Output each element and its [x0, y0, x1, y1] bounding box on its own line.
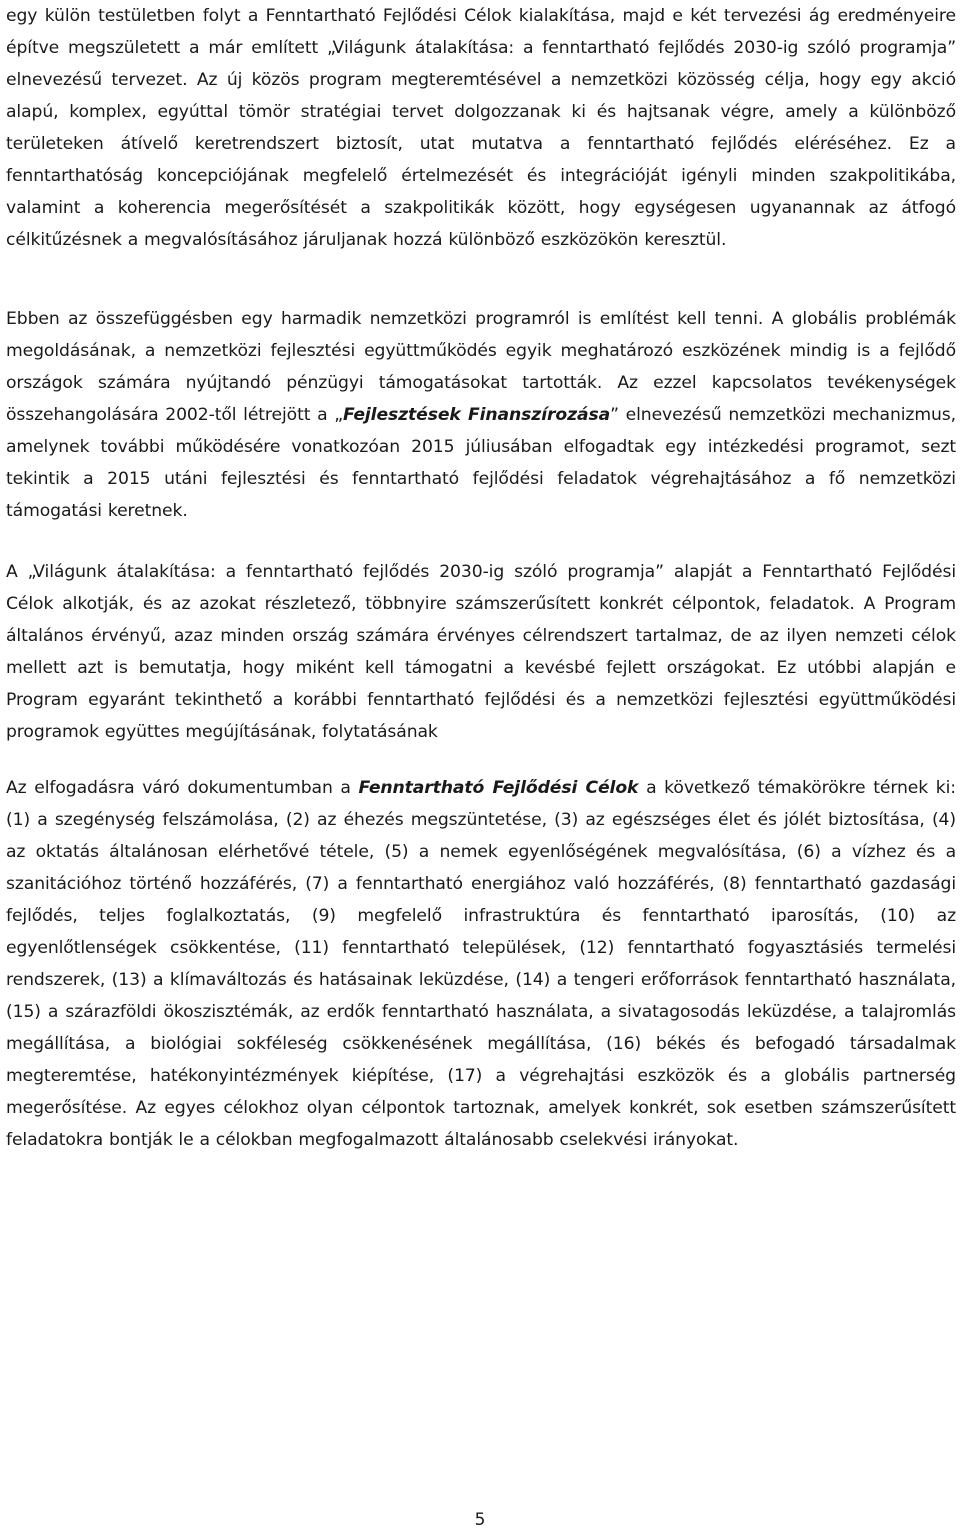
paragraph-3 [6, 556, 956, 748]
paragraph-4-text-a: Az elfogadásra váró dokumentumban a [6, 778, 359, 798]
paragraph-2-text-b: ” elnevezésű nemzetközi mechanizmus, amelynek további működésére vonatkozóan 2015 júliusában elfogadtak egy intézkedési programot, sezt tekintik a 2015 utáni fejlesztési és fenntartható fejlődési feladatok végrehajtásához a fő nemzetközi támogatási keretnek. [6, 405, 956, 521]
paragraph-4-text-b: a következő témakörökre térnek ki: (1) a szegénység felszámolása, (2) az éhezés megszüntetése, (3) az egészséges élet és jólét biztosítása, (4) az oktatás általánosan elérhetővé tétele, (5) a nemek egyenlőségének megvalósítása, (6) a vízhez és a szanitációhoz történő hozzáférés, (7) a fenntartható energiához való hozzáférés, (8) fenntartható gazdasági fejlődés, teljes foglalkoztatás, (9) megfelelő infrastruktúra és fenntartható iparosítás, (10) az egyenlőtlenségek csökkentése, (11) fenntartható települések, (12) fenntartható fogyasztásiés termelési rendszerek, (13) a klímaváltozás és hatásainak leküzdése, (14) a tengeri erőforrások fenntartható használata, (15) a szárazföldi ökoszisztémák, az erdők fenntartható használata, a sivatagosodás leküzdése, a talajromlás megállítása, a biológiai sokféleség csökkenésének megállítása, (16) békés és befogadó társadalmak megteremtése, hatékonyintézmények kiépítése, (17) a végrehajtási eszközök és a globális partnerség megerősítése. Az egyes célokhoz olyan célpontok tartoznak, amelyek konkrét, sok esetben számszerűsített feladatokra bontják le a célokban megfogalmazott általánosabb cselekvési irányokat. [6, 778, 956, 1150]
paragraph-1-text: egy külön testületben folyt a Fenntartható Fejlődési Célok kialakítása, majd e két tervezési ág eredményeire építve megszületett a már említett „Világunk átalakítása: a fenntartható fejlődés 2030-ig szóló programja” elnevezésű tervezet. Az új közös program megteremtésével a nemzetközi közösség célja, hogy egy akció alapú, komplex, egyúttal tömör stratégiai tervet dolgozzanak ki és hajtsanak végre, amely a különböző területeken átívelő keretrendszert biztosít, utat mutatva a fenntartható fejlődés eléréséhez. Ez a fenntarthatóság koncepciójának megfelelő értelmezését és integrációját igényli minden szakpolitikába, valamint a koherencia megerősítését a szakpolitikák között, hogy egységesen ugyanannak az átfogó célkitűzésnek a megvalósításához járuljanak hozzá különböző eszközökön keresztül. [6, 6, 956, 250]
paragraph-2-emphasis: Fejlesztések Finanszírozása [343, 405, 611, 425]
paragraph-2 [6, 303, 956, 527]
paragraph-4-emphasis: Fenntartható Fejlődési Célok [358, 778, 639, 798]
paragraph-1 [6, 0, 956, 256]
document-page [6, 0, 956, 1537]
page-number: 5 [474, 1510, 486, 1530]
paragraph-4 [6, 772, 956, 1156]
paragraph-3-text: A „Világunk átalakítása: a fenntartható fejlődés 2030-ig szóló programja” alapját a Fenntartható Fejlődési Célok alkotják, és az azokat részletező, többnyire számszerűsített konkrét célpontok, feladatok. A Program általános érvényű, azaz minden ország számára érvényes célrendszert tartalmaz, de az ilyen nemzeti célok mellett azt is bemutatja, hogy miként kell támogatni a kevésbé fejlett országokat. Ez utóbbi alapján e Program egyaránt tekinthető a korábbi fenntartható fejlődési és a nemzetközi fejlesztési együttműködési programok együttes megújításának, folytatásának [6, 562, 956, 742]
paragraph-2-text-a: Ebben az összefüggésben egy harmadik nemzetközi programról is említést kell tenni. A globális problémák megoldásának, a nemzetközi fejlesztési együttműködés egyik meghatározó eszközének mindig is a fejlődő országok számára nyújtandó pénzügyi támogatásokat tartották. Az ezzel kapcsolatos tevékenységek összehangolására 2002-től létrejött a „ [6, 309, 956, 425]
